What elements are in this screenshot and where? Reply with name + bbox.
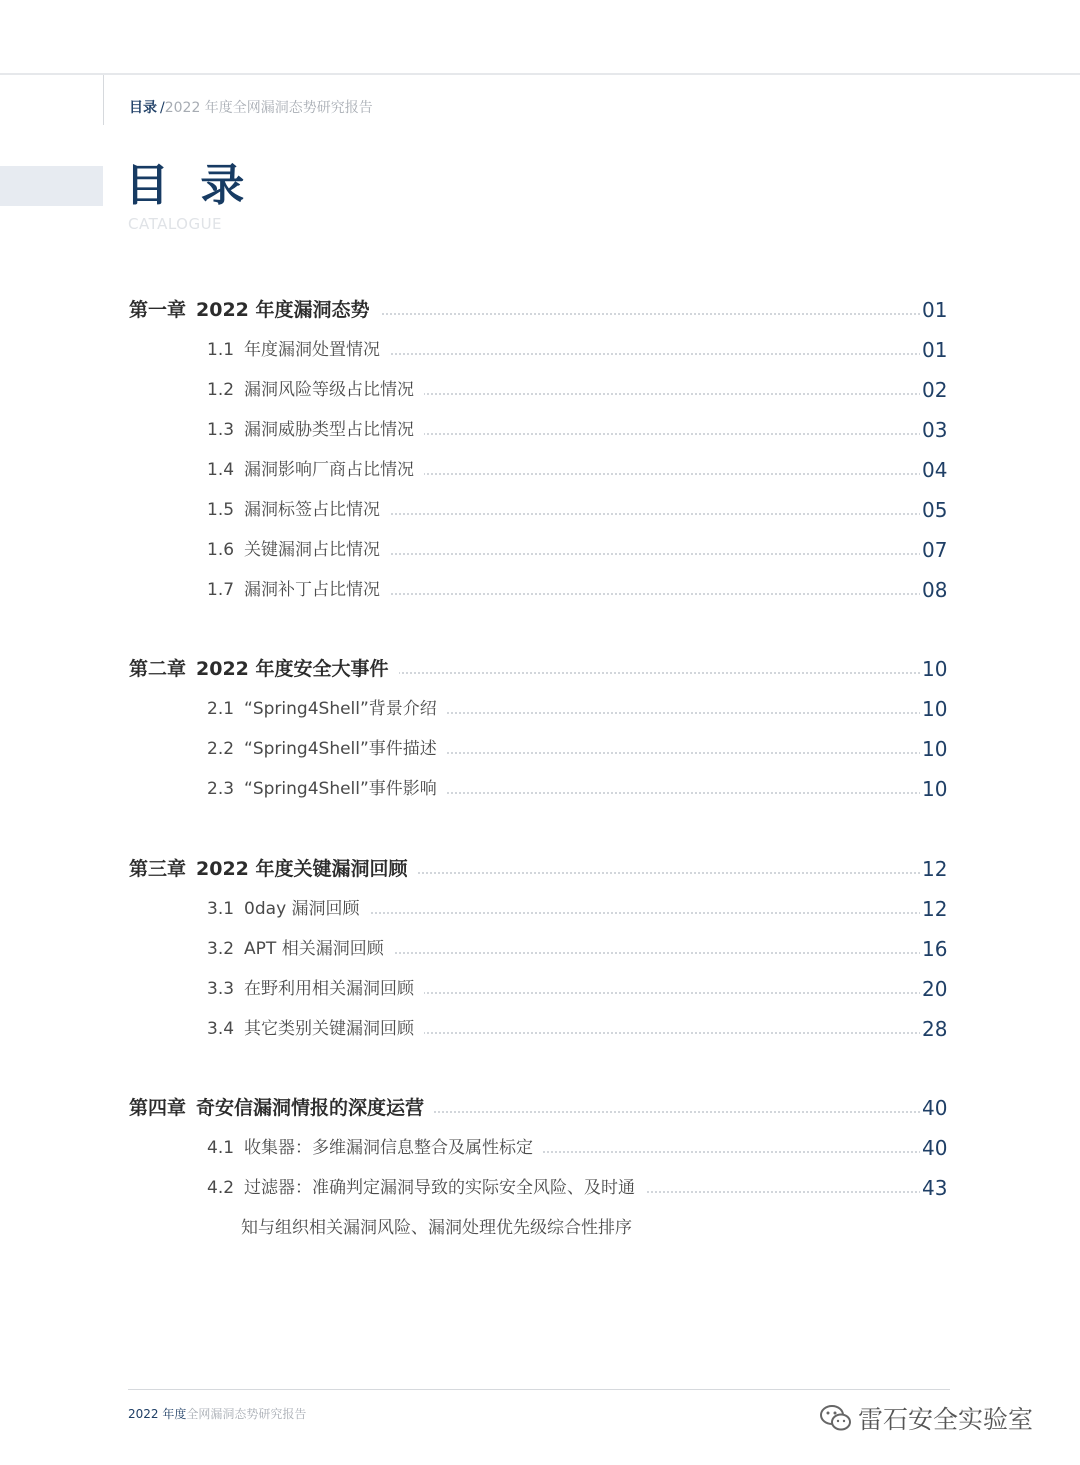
- toc-section-row[interactable]: [0, 536, 1080, 564]
- toc-page-number: 43: [922, 1176, 948, 1200]
- toc-entry-number: 3.4: [207, 1019, 235, 1039]
- toc-entry-number: 1.5: [207, 500, 235, 520]
- toc-entry-label: [207, 935, 394, 963]
- toc-entry-number: 2.3: [207, 779, 235, 799]
- watermark: [818, 1398, 1033, 1438]
- toc-page-number: 40: [922, 1096, 948, 1120]
- toc-entry-number: 3.2: [207, 939, 235, 959]
- toc-chapter-row[interactable]: [0, 296, 1080, 324]
- toc-section-row[interactable]: [0, 1134, 1080, 1162]
- breadcrumb: [129, 97, 373, 117]
- footer-title-rest: 全网漏洞态势研究报告: [186, 1407, 307, 1421]
- toc-page-number: 20: [922, 977, 948, 1001]
- toc-entry-number: 第一章: [129, 299, 187, 321]
- toc-entry-text: “Spring4Shell”事件影响: [244, 779, 437, 799]
- toc-entry-label: [129, 655, 399, 683]
- toc-entry-text: 漏洞标签占比情况: [244, 500, 381, 520]
- toc-section-row[interactable]: [0, 576, 1080, 604]
- toc-entry-label: [207, 695, 447, 723]
- header-vertical-divider: [103, 75, 104, 125]
- toc-entry-number: 4.1: [207, 1138, 235, 1158]
- title-accent-band: [0, 166, 103, 206]
- top-divider: [0, 73, 1080, 75]
- toc-entry-text: 漏洞影响厂商占比情况: [244, 460, 415, 480]
- toc-section-row[interactable]: [0, 775, 1080, 803]
- toc-entry-number: 1.3: [207, 420, 235, 440]
- wechat-icon: [818, 1400, 854, 1436]
- toc-entry-text: APT 相关漏洞回顾: [244, 939, 384, 959]
- toc-entry-number: 3.1: [207, 899, 235, 919]
- toc-entry-label: [129, 296, 380, 324]
- toc-entry-text: “Spring4Shell”背景介绍: [244, 699, 437, 719]
- toc-entry-label: [207, 576, 390, 604]
- toc-entry-text: 2022 年度漏洞态势: [196, 299, 370, 321]
- toc-entry-label: [129, 1094, 434, 1122]
- toc-page-number: 10: [922, 737, 948, 761]
- toc-page-number: 10: [922, 657, 948, 681]
- toc-entry-label: [207, 376, 424, 404]
- toc-section-row[interactable]: [0, 376, 1080, 404]
- toc-section-row[interactable]: [0, 336, 1080, 364]
- toc-entry-text: 在野利用相关漏洞回顾: [244, 979, 415, 999]
- toc-entry-label: [207, 1174, 645, 1202]
- toc-section-row[interactable]: [0, 1174, 1080, 1202]
- toc-entry-continuation: 知与组织相关漏洞风险、漏洞处理优先级综合性排序: [241, 1218, 632, 1238]
- toc-entry-label: [207, 1015, 424, 1043]
- toc-page-number: 02: [922, 378, 948, 402]
- toc-page-number: 01: [922, 298, 948, 322]
- toc-entry-label: [129, 855, 418, 883]
- toc-page-number: 07: [922, 538, 948, 562]
- toc-entry-label: [207, 536, 390, 564]
- toc-page-number: 40: [922, 1136, 948, 1160]
- toc-entry-text: 漏洞补丁占比情况: [244, 580, 381, 600]
- toc-section-row[interactable]: [0, 1015, 1080, 1043]
- toc-entry-text: “Spring4Shell”事件描述: [244, 739, 437, 759]
- toc-entry-number: 1.4: [207, 460, 235, 480]
- toc-entry-number: 1.1: [207, 340, 235, 360]
- page-subtitle: CATALOGUE: [128, 215, 223, 233]
- toc-entry-number: 1.2: [207, 380, 235, 400]
- toc-entry-text: 0day 漏洞回顾: [244, 899, 360, 919]
- toc-entry-number: 第四章: [129, 1097, 187, 1119]
- toc-page-number: 12: [922, 857, 948, 881]
- toc-page-number: 12: [922, 897, 948, 921]
- toc-entry-text: 年度漏洞处置情况: [244, 340, 381, 360]
- toc-entry-number: 第三章: [129, 858, 187, 880]
- footer-year: 2022 年度: [128, 1407, 187, 1421]
- page-title: 目 录: [125, 160, 253, 211]
- toc-page-number: 28: [922, 1017, 948, 1041]
- toc-page-number: 01: [922, 338, 948, 362]
- toc-chapter-row[interactable]: [0, 655, 1080, 683]
- toc-section-row[interactable]: [0, 456, 1080, 484]
- toc-entry-number: 1.6: [207, 540, 235, 560]
- toc-entry-number: 3.3: [207, 979, 235, 999]
- toc-entry-label: [207, 336, 390, 364]
- toc-page-number: 05: [922, 498, 948, 522]
- toc-entry-label: [207, 416, 424, 444]
- toc-entry-label: [207, 735, 447, 763]
- toc-page-number: 10: [922, 697, 948, 721]
- toc-entry-label: [207, 1134, 543, 1162]
- toc-entry-text: 过滤器：准确判定漏洞导致的实际安全风险、及时通: [244, 1178, 636, 1198]
- toc-section-row[interactable]: [0, 935, 1080, 963]
- breadcrumb-report-title: 2022 年度全网漏洞态势研究报告: [164, 100, 373, 116]
- breadcrumb-current: 目录: [129, 100, 157, 116]
- toc-entry-text: 收集器：多维漏洞信息整合及属性标定: [244, 1138, 534, 1158]
- toc-entry-label: [207, 775, 447, 803]
- toc-entry-label: [207, 895, 370, 923]
- toc-section-row[interactable]: [0, 975, 1080, 1003]
- toc-entry-text: 2022 年度安全大事件: [196, 658, 389, 680]
- toc-chapter-row[interactable]: [0, 1094, 1080, 1122]
- footer-report-title: [128, 1405, 306, 1422]
- toc-section-row[interactable]: [0, 735, 1080, 763]
- toc-entry-number: 2.2: [207, 739, 235, 759]
- toc-chapter-row[interactable]: [0, 855, 1080, 883]
- toc-section-row[interactable]: [0, 695, 1080, 723]
- toc-entry-text: 其它类别关键漏洞回顾: [244, 1019, 415, 1039]
- toc-entry-text: 2022 年度关键漏洞回顾: [196, 858, 408, 880]
- breadcrumb-separator: /: [160, 100, 165, 116]
- toc-entry-label: [207, 496, 390, 524]
- toc-page-number: 16: [922, 937, 948, 961]
- toc-entry-number: 1.7: [207, 580, 235, 600]
- toc-page-number: 08: [922, 578, 948, 602]
- watermark-text: 雷石安全实验室: [858, 1405, 1034, 1434]
- toc-page-number: 04: [922, 458, 948, 482]
- toc-entry-number: 第二章: [129, 658, 187, 680]
- toc-section-row[interactable]: [0, 416, 1080, 444]
- toc-entry-label: [207, 456, 424, 484]
- toc-page-number: 10: [922, 777, 948, 801]
- toc-entry-text: 漏洞威胁类型占比情况: [244, 420, 415, 440]
- toc-section-row[interactable]: [0, 496, 1080, 524]
- toc-entry-number: 4.2: [207, 1178, 235, 1198]
- footer-divider: [128, 1389, 950, 1390]
- toc-entry-label: [207, 975, 424, 1003]
- toc-section-row[interactable]: [0, 895, 1080, 923]
- toc-page-number: 03: [922, 418, 948, 442]
- toc-entry-text: 奇安信漏洞情报的深度运营: [196, 1097, 425, 1119]
- toc-entry-text: 关键漏洞占比情况: [244, 540, 381, 560]
- toc-entry-number: 2.1: [207, 699, 235, 719]
- toc-entry-text: 漏洞风险等级占比情况: [244, 380, 415, 400]
